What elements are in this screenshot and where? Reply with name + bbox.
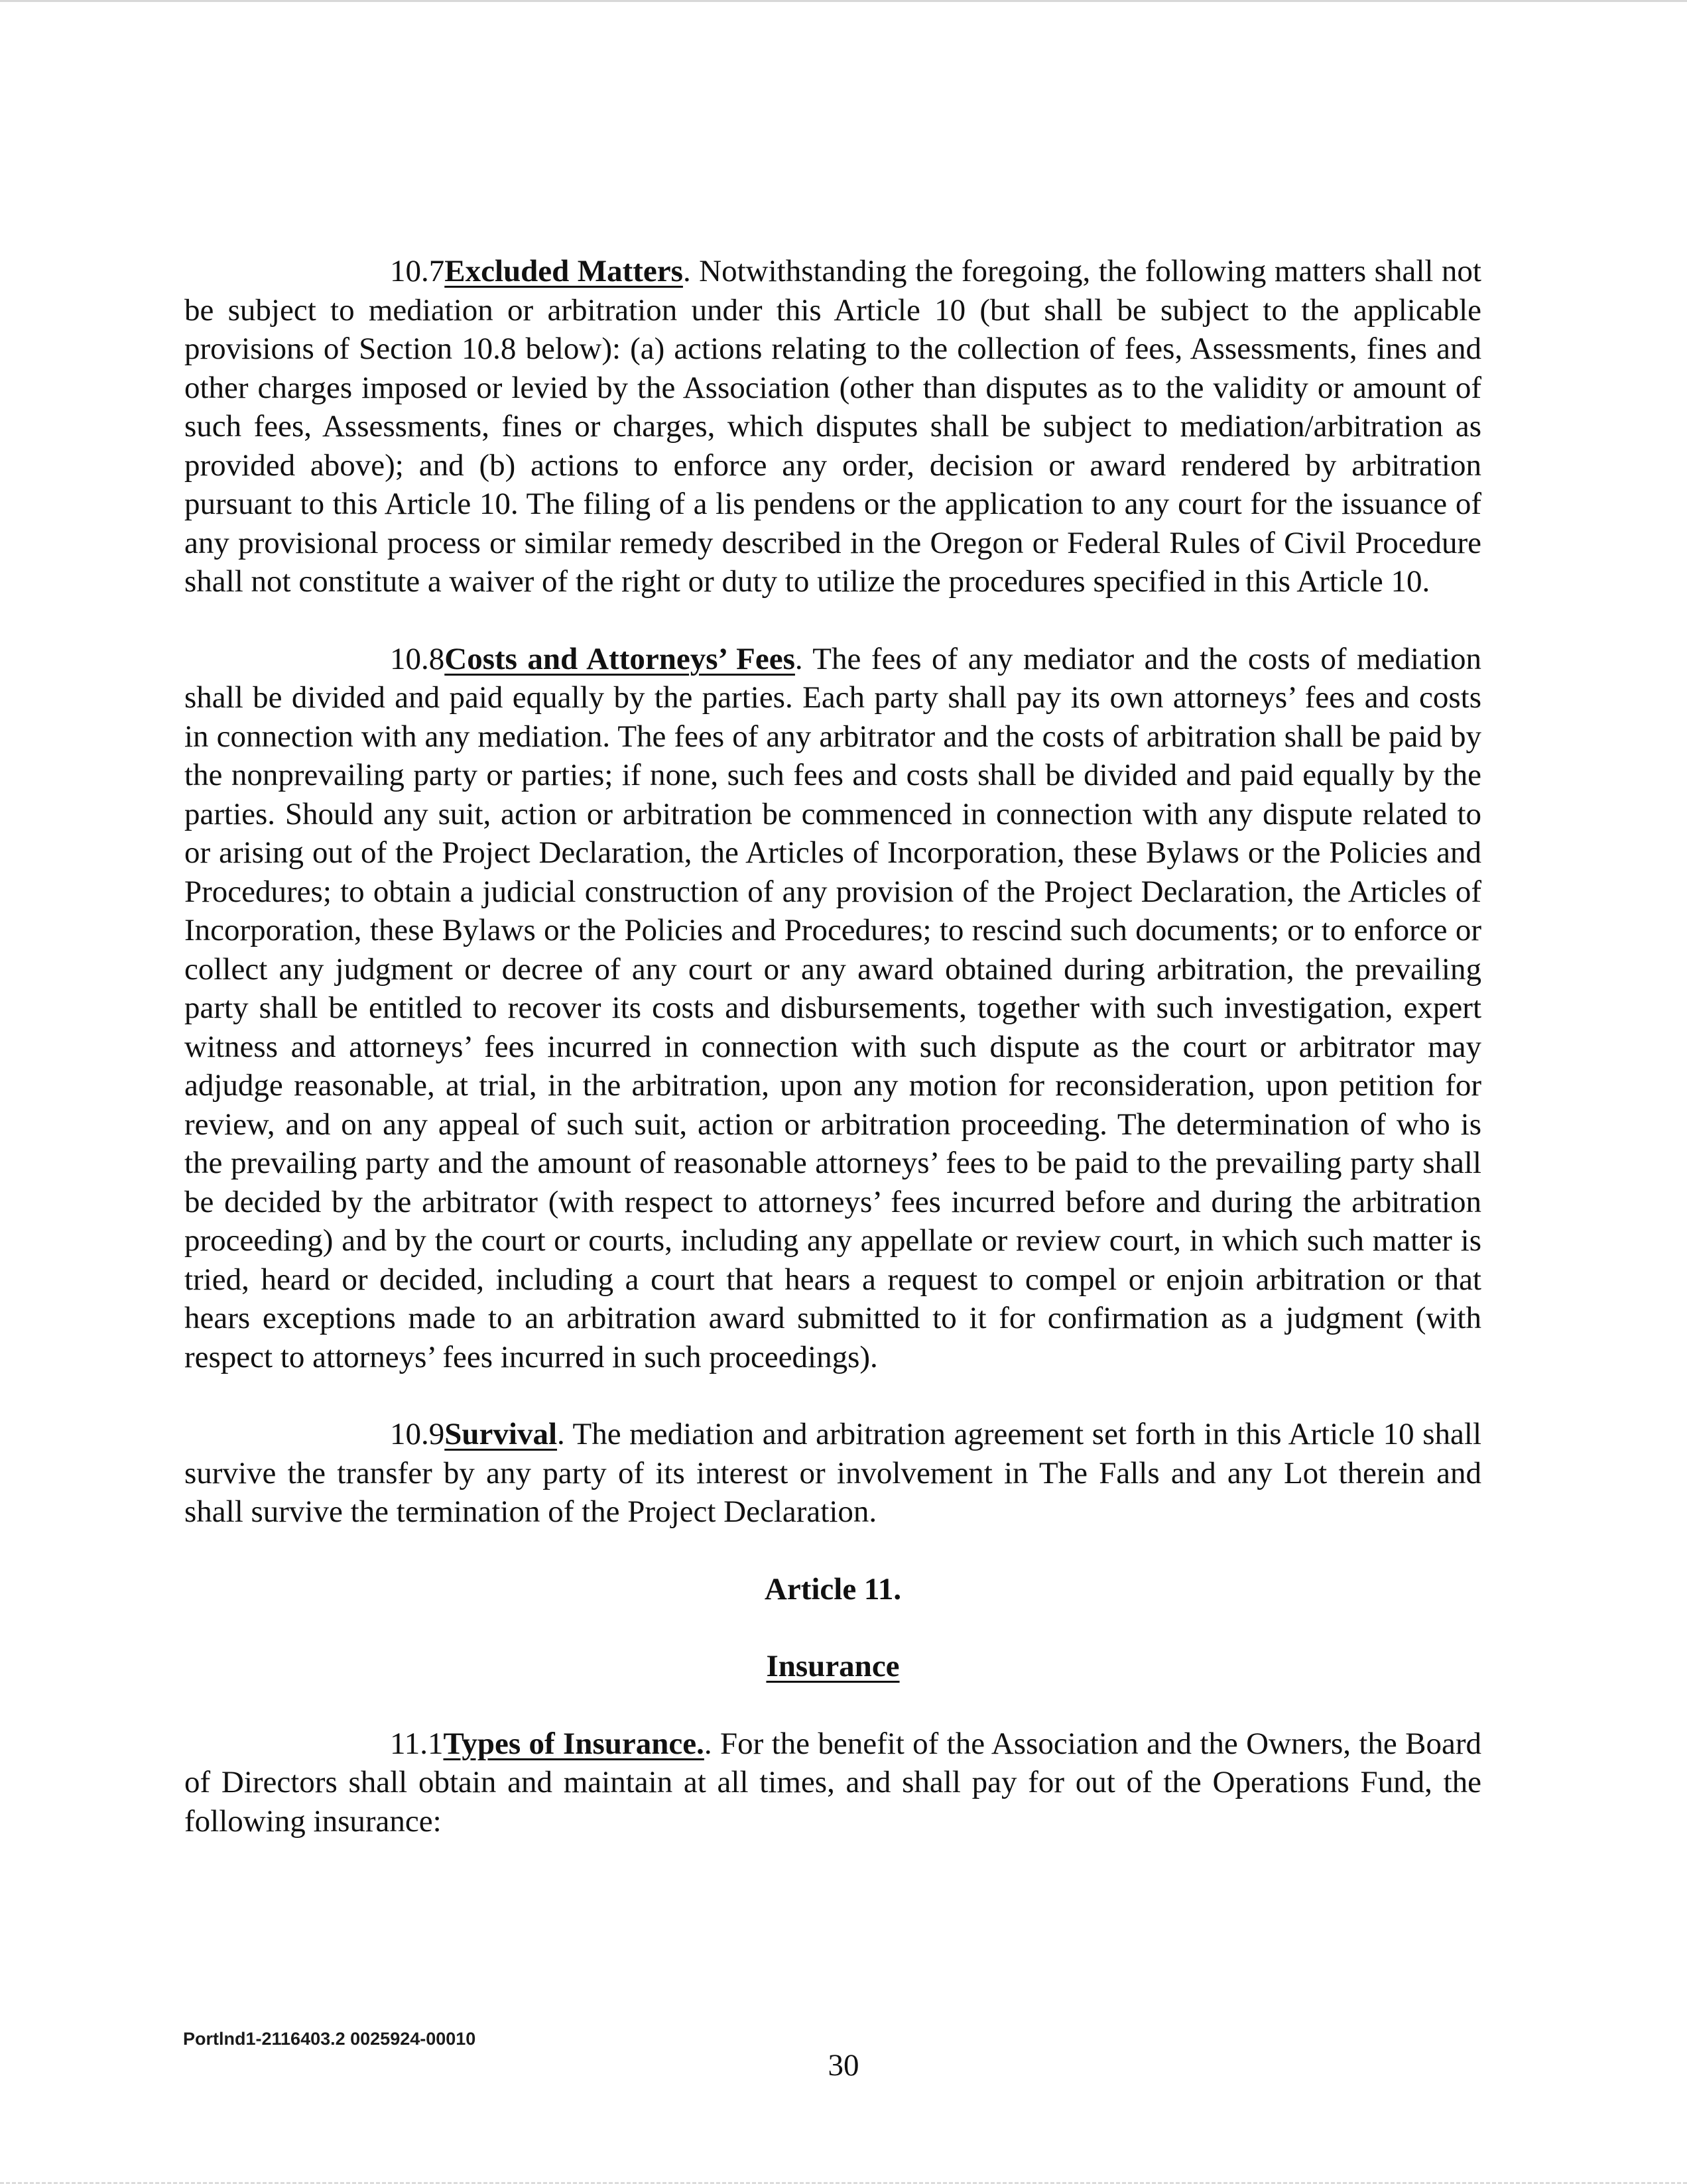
section-body: . The fees of any mediator and the costs of mediation shall be divided and paid equally by the parties. Each party shall pay its own attorneys’ fees and costs in connection with any mediation. The fees of any arbitrator and the costs of arbitration shall be paid by the nonprevailing party or parties; if none, such fees and costs shall be divided and paid equally by the parties. Should any suit, action or arbitration be commenced in connection with any dispute related to or arising out of the Project Declaration, the Articles of Incorporation, these Bylaws or the Policies and Procedures; to obtain a judicial construction of any provision of the Project Declaration, the Articles of Incorporation, these Bylaws or the Policies and Procedures; to rescind such documents; or to enforce or collect any judgment or decree of any court or any award obtained during arbitration, the prevailing party shall be entitled to recover its costs and disbursements, together with such investigation, expert witness and attorneys’ fees incurred in connection with such dispute as the court or arbitrator may adjudge reasonable, at trial, in the arbitration, upon any motion for reconsideration, upon petition for review, and on any appeal of such suit, action or arbitration proceeding. The determination of who is the prevailing party and the amount of reasonable attorneys’ fees to be paid to the prevailing party shall be decided by the arbitrator (with respect to attorneys’ fees incurred before and during the arbitration proceeding) and by the court or courts, including any appellate or review court, in which such matter is tried, heard or decided, including a court that hears a request to compel or enjoin arbitration or that hears exceptions made to an arbitration award submitted to it for confirmation as a judgment (with respect to attorneys’ fees incurred in such proceedings).: [184, 641, 1481, 1374]
section-body: . The mediation and arbitration agreement set forth in this Article 10 shall survive the transfer by any party of its interest or involvement in The Falls and any Lot therein and shall survive the termination of the Project Declaration.: [184, 1417, 1481, 1529]
article-subtitle: Insurance: [766, 1649, 900, 1683]
section-number: 10.9: [390, 1417, 445, 1451]
section-10-9: [184, 1415, 1481, 1532]
page-number: 30: [828, 2048, 859, 2083]
section-heading: Costs and Attorneys’ Fees: [444, 641, 795, 676]
document-body: [184, 252, 1481, 1879]
section-heading: Types of Insurance.: [443, 1726, 704, 1761]
section-10-8: [184, 640, 1481, 1377]
scan-edge-bottom: [0, 2178, 1687, 2184]
section-11-1: [184, 1725, 1481, 1841]
article-title: Article 11.: [764, 1571, 902, 1607]
section-heading: Survival: [444, 1417, 558, 1451]
section-10-7: [184, 252, 1481, 601]
document-id: Portlnd1-2116403.2 0025924-00010: [183, 2029, 476, 2049]
section-number: 10.8: [390, 641, 445, 676]
scan-edge-top: [0, 0, 1687, 6]
section-body: . For the benefit of the Association and the Owners, the Board of Directors shall obtain and maintain at all times, and shall pay for out of the Operations Fund, the following insurance:: [184, 1726, 1481, 1839]
section-heading: Excluded Matters: [444, 254, 683, 288]
section-body: . Notwithstanding the foregoing, the following matters shall not be subject to mediation or arbitration under this Article 10 (but shall be subject to the applicable provisions of Section 10.8 below): (a) actions relating to the collection of fees, Assessments, fines and other charges imposed or levied by the Association (other than disputes as to the validity or amount of such fees, Assessments, fines or charges, which disputes shall be subject to mediation/arbitration as provided above); and (b) actions to enforce any order, decision or award rendered by arbitration pursuant to this Article 10. The filing of a lis pendens or the application to any court for the issuance of any provisional process or similar remedy described in the Oregon or Federal Rules of Civil Procedure shall not constitute a waiver of the right or duty to utilize the procedures specified in this Article 10.: [184, 254, 1481, 599]
section-number: 10.7: [390, 254, 445, 288]
section-number: 11.1: [390, 1726, 444, 1761]
